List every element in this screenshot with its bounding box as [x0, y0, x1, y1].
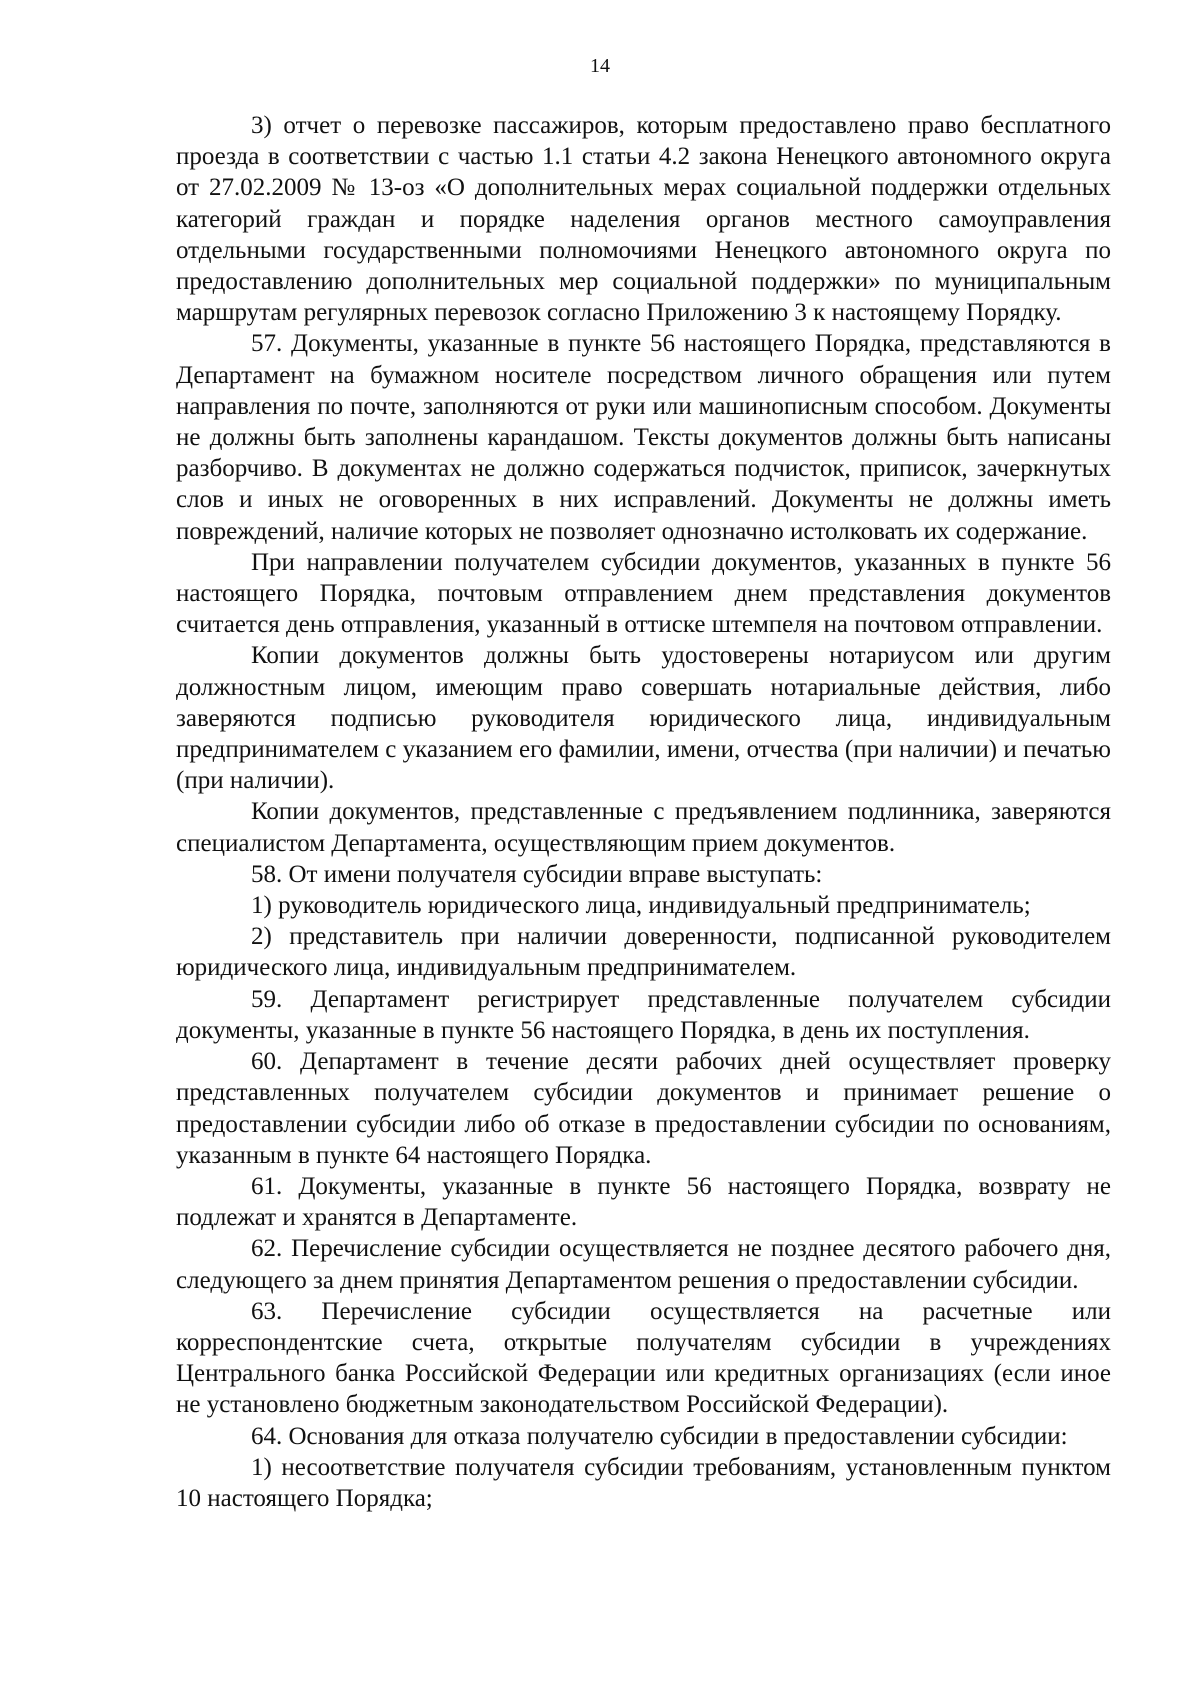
- paragraph-item-3-report: 3) отчет о перевозке пассажиров, которым предоставлено право бесплатного проезда в соответствии с частью 1.1 статьи 4.2 закона Ненецкого автономного округа от 27.02.2009 № 13-оз «О дополнительных мерах социальной поддержки отдельных категорий граждан и порядке наделения органов местного самоуправления отдельными государственными полномочиями Ненецкого автономного округа по предоставлению дополнительных мер социальной поддержки» по муниципальным маршрутам регулярных перевозок согласно Приложению 3 к настоящему Порядку.: [176, 112, 1111, 327]
- paragraph-58-item-1: 1) руководитель юридического лица, индивидуальный предприниматель;: [251, 892, 1031, 920]
- paragraph-58-item-2: 2) представитель при наличии доверенности, подписанной руководителем юридического лица, индивидуальным предпринимателем.: [176, 923, 1111, 982]
- paragraph-copies-with-original: Копии документов, представленные с предъявлением подлинника, заверяются специалистом Департамента, осуществляющим прием документов.: [176, 798, 1111, 857]
- paragraph-60-review: 60. Департамент в течение десяти рабочих дней осуществляет проверку представленных получателем субсидии документов и принимает решение о предоставлении субсидии либо об отказе в предоставлении субсидии по основаниям, указанным в пункте 64 настоящего Порядка.: [176, 1048, 1111, 1169]
- paragraph-62-transfer-deadline: 62. Перечисление субсидии осуществляется не позднее десятого рабочего дня, следующего за днем принятия Департаментом решения о предоставлении субсидии.: [176, 1235, 1111, 1294]
- paragraph-63-transfer-accounts: 63. Перечисление субсидии осуществляется на расчетные или корреспондентские счета, открытые получателям субсидии в учреждениях Центрального банка Российской Федерации или кредитных организациях (если иное не установлено бюджетным законодательством Российской Федерации).: [176, 1297, 1111, 1419]
- paragraph-64-item-1: 1) несоответствие получателя субсидии требованиям, установленным пунктом 10 настоящего Порядка;: [176, 1453, 1111, 1512]
- paragraph-copies-certification: Копии документов должны быть удостоверены нотариусом или другим должностным лицом, имеющим право совершать нотариальные действия, либо заверяются подписью руководителя юридического лица, индивидуальным предпринимателем с указанием его фамилии, имени, отчества (при наличии) и печатью (при наличии).: [176, 642, 1111, 795]
- page-number: 14: [590, 55, 610, 77]
- paragraph-57-documents: 57. Документы, указанные в пункте 56 настоящего Порядка, представляются в Департамент на бумажном носителе посредством личного обращения или путем направления по почте, заполняются от руки или машинописным способом. Документы не должны быть заполнены карандашом. Тексты документов должны быть написаны разборчиво. В документах не должно содержаться подчисток, приписок, зачеркнутых слов и иных не оговоренных в них исправлений. Документы не должны иметь повреждений, наличие которых не позволяет однозначно истолковать их содержание.: [176, 330, 1111, 545]
- document-body: [176, 110, 1111, 1514]
- paragraph-58-representatives: 58. От имени получателя субсидии вправе выступать:: [251, 860, 823, 888]
- paragraph-64-refusal-grounds: 64. Основания для отказа получателю субсидии в предоставлении субсидии:: [251, 1422, 1068, 1450]
- paragraph-59-registration: 59. Департамент регистрирует представленные получателем субсидии документы, указанные в пункте 56 настоящего Порядка, в день их поступления.: [176, 985, 1111, 1044]
- paragraph-postal-submission: При направлении получателем субсидии документов, указанных в пункте 56 настоящего Порядка, почтовым отправлением днем представления документов считается день отправления, указанный в оттиске штемпеля на почтовом отправлении.: [176, 548, 1111, 639]
- paragraph-61-retention: 61. Документы, указанные в пункте 56 настоящего Порядка, возврату не подлежат и хранятся в Департаменте.: [176, 1172, 1111, 1232]
